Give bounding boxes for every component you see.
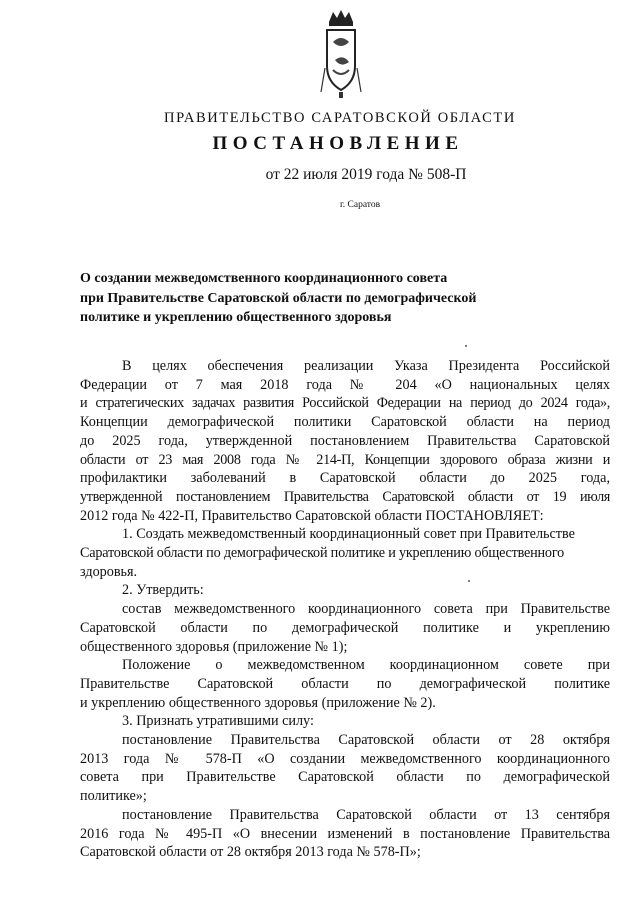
body-line: постановление Правительства Саратовской области от 28 октября <box>122 732 610 749</box>
document-city: г. Саратов <box>339 200 381 210</box>
body-line: 3. Признать утратившими силу: <box>122 713 314 730</box>
document-body <box>80 357 610 862</box>
coat-of-arms-icon <box>319 8 363 100</box>
body-line: 2012 года № 422-П, Правительство Саратовской области ПОСТАНОВЛЯЕТ: <box>80 507 544 524</box>
document-title <box>80 269 520 328</box>
body-line: 1. Создать межведомственный координационный совет при Правительстве <box>122 526 575 543</box>
title-line: политике и укреплению общественного здоровья <box>80 310 392 325</box>
body-line: и стратегических задачах развития Российской Федерации на период до 2024 года», <box>80 395 610 412</box>
body-line: области от 23 мая 2008 года № 214-П, Концепции здорового образа жизни и <box>80 451 610 468</box>
body-line: утвержденной постановлением Правительства Саратовской области от 19 июля <box>80 488 610 505</box>
body-line: Саратовской области от 28 октября 2013 года № 578-П»; <box>80 844 421 861</box>
body-line: совета при Правительстве Саратовской области по демографической <box>80 769 610 786</box>
body-line: Положение о межведомственном координационном совете при <box>122 657 610 674</box>
scan-speck <box>465 345 467 347</box>
body-line: Правительстве Саратовской области по демографической политике <box>80 675 610 692</box>
body-line: и укреплению общественного здоровья (приложение № 2). <box>80 694 436 711</box>
scan-speck <box>468 580 470 582</box>
body-line: Саратовской области по демографической политике и укреплению общественного <box>80 545 564 562</box>
body-line: В целях обеспечения реализации Указа Президента Российской <box>122 358 610 374</box>
body-line: до 2025 года, утвержденной постановлением Правительства Саратовской <box>80 432 610 449</box>
body-line: Саратовской области по демографической политике и укреплению <box>80 619 610 636</box>
body-line: политике»; <box>80 788 147 805</box>
title-line: при Правительстве Саратовской области по демографической <box>80 290 477 306</box>
document-type: ПОСТАНОВЛЕНИЕ <box>212 133 464 154</box>
body-line: состав межведомственного координационного совета при Правительстве <box>122 601 610 618</box>
organization-name: ПРАВИТЕЛЬСТВО САРАТОВСКОЙ ОБЛАСТИ <box>164 110 516 126</box>
title-line: О создании межведомственного координационного совета <box>80 271 448 286</box>
body-line: 2013 года № 578-П «О создании межведомственного координационного <box>80 750 610 767</box>
body-line: профилактики заболеваний в Саратовской области до 2025 года, <box>80 470 610 487</box>
body-line: Федерации от 7 мая 2018 года № 204 «О национальных целях <box>80 376 610 393</box>
body-line: Концепции демографической политики Саратовской области на период <box>80 414 610 431</box>
body-line: постановление Правительства Саратовской области от 13 сентября <box>122 806 610 823</box>
document-date-number: от 22 июля 2019 года № 508-П <box>265 166 467 183</box>
body-line: общественного здоровья (приложение № 1); <box>80 638 348 655</box>
body-line: 2. Утвердить: <box>122 582 204 599</box>
body-line: 2016 года № 495-П «О внесении изменений в постановление Правительства <box>80 825 610 842</box>
body-line: здоровья. <box>80 563 138 580</box>
